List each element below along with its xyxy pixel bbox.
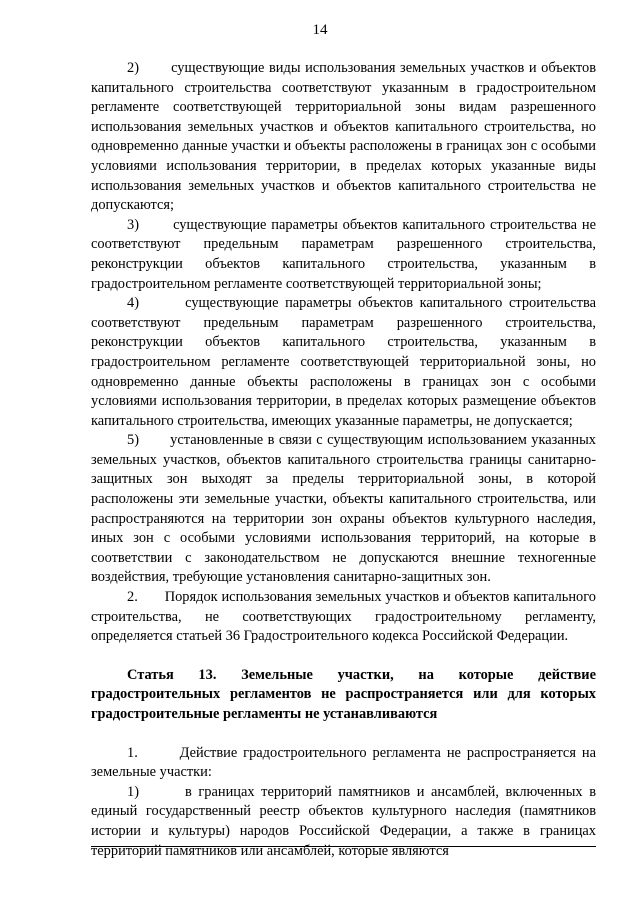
spacer	[91, 647, 596, 666]
paragraph-item-3: 3) существующие параметры объектов капитального строительства не соответствуют предельным параметрам разрешенного строительства, реконструкции объектов капитального строительства, указанным в градостроительном регламенте соответствующей территориальной зоны;	[91, 216, 596, 292]
paragraph-item-4: 4) существующие параметры объектов капитального строительства соответствуют предельным параметрам разрешенного строительства, реконструкции объектов капитального строительства, указанным в градостроительном регламенте соответствующей территориальной зоны, но одновременно данные объекты расположены в границах зон с особыми условиями использования территории, в пределах которых размещение объектов капитального строительства, имеющих указанные параметры, не допускается;	[91, 295, 596, 429]
paragraph-item-2: 2) существующие виды использования земельных участков и объектов капитального строительства соответствуют указанным в градостроительном регламенте соответствующей территориальной зоны видам разрешенного использования земельных участков и объектов капитального строительства, но одновременно данные участки и объекты расположены в границах зон с особыми условиями использования территории, в пределах которых указанные виды использования земельных участков и объектов капитального строительства не допускаются;	[91, 60, 596, 214]
paragraph-subitem-1: 1) в границах территорий памятников и ансамблей, включенных в единый государственный реестр объектов культурного наследия (памятников истории и культуры) народов Российской Федерации, а также в границах территорий памятников или ансамблей, которые являются	[91, 783, 596, 859]
spacer	[91, 725, 596, 744]
document-body	[91, 59, 596, 861]
paragraph-item-5: 5) установленные в связи с существующим использованием указанных земельных участков, объектов капитального строительства границы санитарно-защитных зон выходят за пределы территориальной зоны, в которой расположены эти земельные участки, объекты капитального строительства, или распространяются на территории зон охраны объектов культурного наследия, иных зон с особыми условиями использования территорий, на которые в соответствии с законодательством не допускаются внешние техногенные воздействия, требующие установления санитарно-защитных зон.	[91, 432, 596, 586]
page-number: 14	[312, 22, 328, 38]
paragraph-clause-1: 1. Действие градостроительного регламента не распространяется на земельные участки:	[91, 744, 596, 781]
footer-rule	[91, 846, 596, 847]
paragraph-clause-2: 2. Порядок использования земельных участков и объектов капитального строительства, не соответствующих градостроительному регламенту, определяется статьей 36 Градостроительного кодекса Российской Федерации.	[91, 589, 596, 645]
article-13-heading: Статья 13. Земельные участки, на которые действие градостроительных регламентов не распространяется или для которых градостроительные регламенты не устанавливаются	[91, 666, 596, 722]
